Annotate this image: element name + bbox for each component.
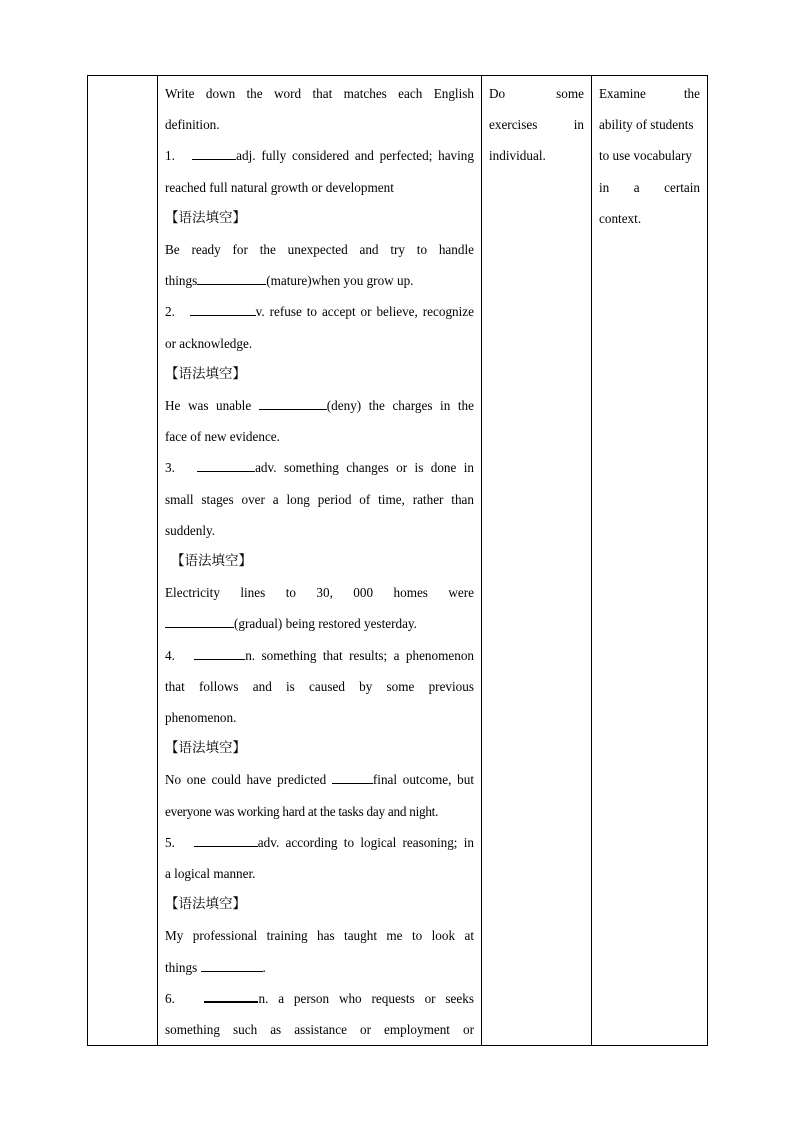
answer-blank	[197, 460, 255, 472]
item-4-definition-cont: that follows and is caused by some previous	[165, 678, 474, 694]
item-3-definition: 3. adv. something changes or is done in	[165, 460, 475, 476]
item-6-definition: 6. n. a person who requests or seeks	[165, 990, 474, 1006]
item-4-definition: 4. n. something that results; a phenomenon	[165, 647, 475, 663]
item-2-definition-cont: or acknowledge.	[165, 335, 253, 351]
item-4-definition-cont: phenomenon.	[165, 710, 237, 726]
item-5-definition-cont: a logical manner.	[165, 866, 256, 882]
item-1-sentence-cont: things (mature)when you grow up.	[165, 273, 414, 289]
item-1-definition: 1. adj. fully considered and perfected; having	[165, 148, 474, 164]
answer-blank	[259, 398, 327, 410]
table-row	[88, 76, 708, 1046]
lesson-plan-table	[87, 75, 708, 1046]
item-3-definition-cont: small stages over a long period of time, rather than	[165, 491, 474, 507]
purpose-line: in a certain	[599, 179, 700, 195]
intro-line: definition.	[165, 117, 220, 133]
step-cell	[88, 76, 158, 1046]
answer-blank	[197, 273, 266, 285]
answer-blank	[190, 304, 256, 316]
activity-line: individual.	[489, 148, 546, 164]
purpose-line: to use vocabulary	[599, 148, 693, 164]
item-4-sentence: No one could have predicted final outcome, but	[165, 772, 474, 788]
section-header: 【语法填空】	[165, 740, 246, 757]
intro-line: Write down the word that matches each English	[165, 86, 474, 101]
answer-blank	[194, 648, 245, 660]
item-3-sentence-cont: (gradual) being restored yesterday.	[165, 608, 474, 639]
item-5-sentence-cont: things .	[165, 959, 266, 975]
purpose-line: context.	[599, 210, 642, 226]
item-1-definition-cont: reached full natural growth or development	[165, 179, 394, 195]
purpose-cell	[592, 76, 708, 1046]
item-5-definition: 5. adv. according to logical reasoning; in	[165, 834, 475, 850]
item-5-sentence: My professional training has taught me to look at	[165, 928, 474, 944]
activity-line: exercises in	[489, 117, 584, 133]
purpose-line: Examine the	[599, 86, 700, 101]
section-header: 【语法填空】	[165, 365, 246, 382]
section-header: 【语法填空】	[165, 209, 246, 226]
answer-blank	[194, 835, 258, 847]
answer-blank	[204, 990, 258, 1003]
item-3-definition-cont: suddenly.	[165, 522, 216, 538]
activity-line: Do some	[489, 86, 584, 101]
item-6-definition-cont: something such as assistance or employment or	[165, 1022, 474, 1038]
activity-cell	[482, 76, 592, 1046]
item-2-sentence: He was unable (deny) the charges in the	[165, 398, 474, 414]
item-2-sentence-cont: face of new evidence.	[165, 429, 280, 445]
answer-blank	[192, 148, 236, 160]
item-1-sentence: Be ready for the unexpected and try to handle	[165, 242, 474, 258]
answer-blank	[332, 772, 373, 784]
section-header: 【语法填空】	[165, 896, 246, 913]
answer-blank	[201, 960, 263, 972]
section-header: 【语法填空】	[171, 553, 252, 570]
item-3-sentence: Electricity lines to 30, 000 homes were	[165, 585, 474, 601]
item-2-definition: 2. v. refuse to accept or believe, recognize	[165, 304, 474, 320]
answer-blank	[165, 616, 234, 628]
item-4-sentence-cont: everyone was working hard at the tasks day and night.	[165, 803, 439, 819]
purpose-line: ability of students	[599, 117, 694, 133]
content-cell	[158, 76, 482, 1046]
